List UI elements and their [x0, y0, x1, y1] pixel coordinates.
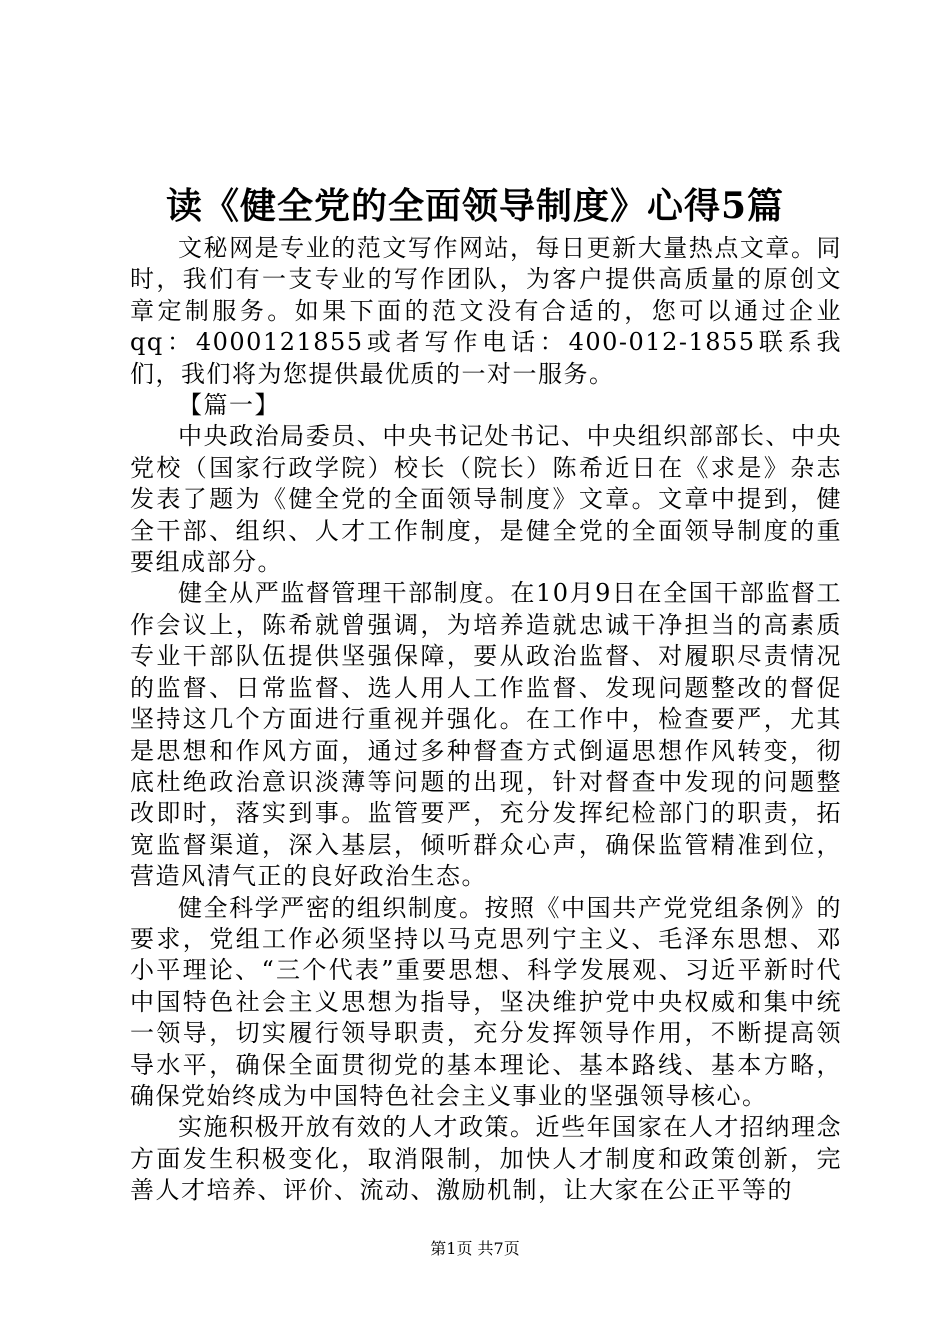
body-paragraph: 健全科学严密的组织制度。按照《中国共产党党组条例》的要求，党组工作必须坚持以马克思列宁主义、毛泽东思想、邓小平理论、“三个代表”重要思想、科学发展观、习近平新时代中国特色社会主义思想为指导，坚决维护党中央权威和集中统一领导，切实履行领导职责，充分发挥领导作用，不断提高领导水平，确保全面贯彻党的基本理论、基本路线、基本方略，确保党始终成为中国特色社会主义事业的坚强领导核心。 [130, 893, 842, 1110]
body-paragraph: 中央政治局委员、中央书记处书记、中央组织部部长、中央党校（国家行政学院）校长（院长）陈希近日在《求是》杂志发表了题为《健全党的全面领导制度》文章。文章中提到，健全干部、组织、人才工作制度，是健全党的全面领导制度的重要组成部分。 [130, 422, 842, 577]
document-body [130, 233, 842, 1207]
section-heading-part-one: 【篇一】 [178, 391, 280, 420]
intro-paragraph: 文秘网是专业的范文写作网站，每日更新大量热点文章。同时，我们有一支专业的写作团队，为客户提供高质量的原创文章定制服务。如果下面的范文没有合适的，您可以通过企业qq：4000121855或者写作电话：400-012-1855联系我们，我们将为您提供最优质的一对一服务。 [130, 234, 842, 388]
body-paragraph: 健全从严监督管理干部制度。在10月9日在全国干部监督工作会议上，陈希就曾强调，为培养造就忠诚干净担当的高素质专业干部队伍提供坚强保障，要从政治监督、对履职尽责情况的监督、日常监督、选人用人工作监督、发现问题整改的督促坚持这几个方面进行重视并强化。在工作中，检查要严，尤其是思想和作风方面，通过多种督查方式倒逼思想作风转变，彻底杜绝政治意识淡薄等问题的出现，针对督查中发现的问题整改即时，落实到事。监管要严，充分发挥纪检部门的职责，拓宽监督渠道，深入基层，倾听群众心声，确保监管精准到位，营造风清气正的良好政治生态。 [130, 579, 842, 891]
document-title: 读《健全党的全面领导制度》心得5篇 [165, 185, 785, 227]
body-paragraph: 实施积极开放有效的人才政策。近些年国家在人才招纳理念方面发生积极变化，取消限制，加快人才制度和政策创新，完善人才培养、评价、流动、激励机制，让大家在公正平等的 [130, 1113, 842, 1205]
page-number-footer: 第1页 共7页 [430, 1239, 520, 1258]
